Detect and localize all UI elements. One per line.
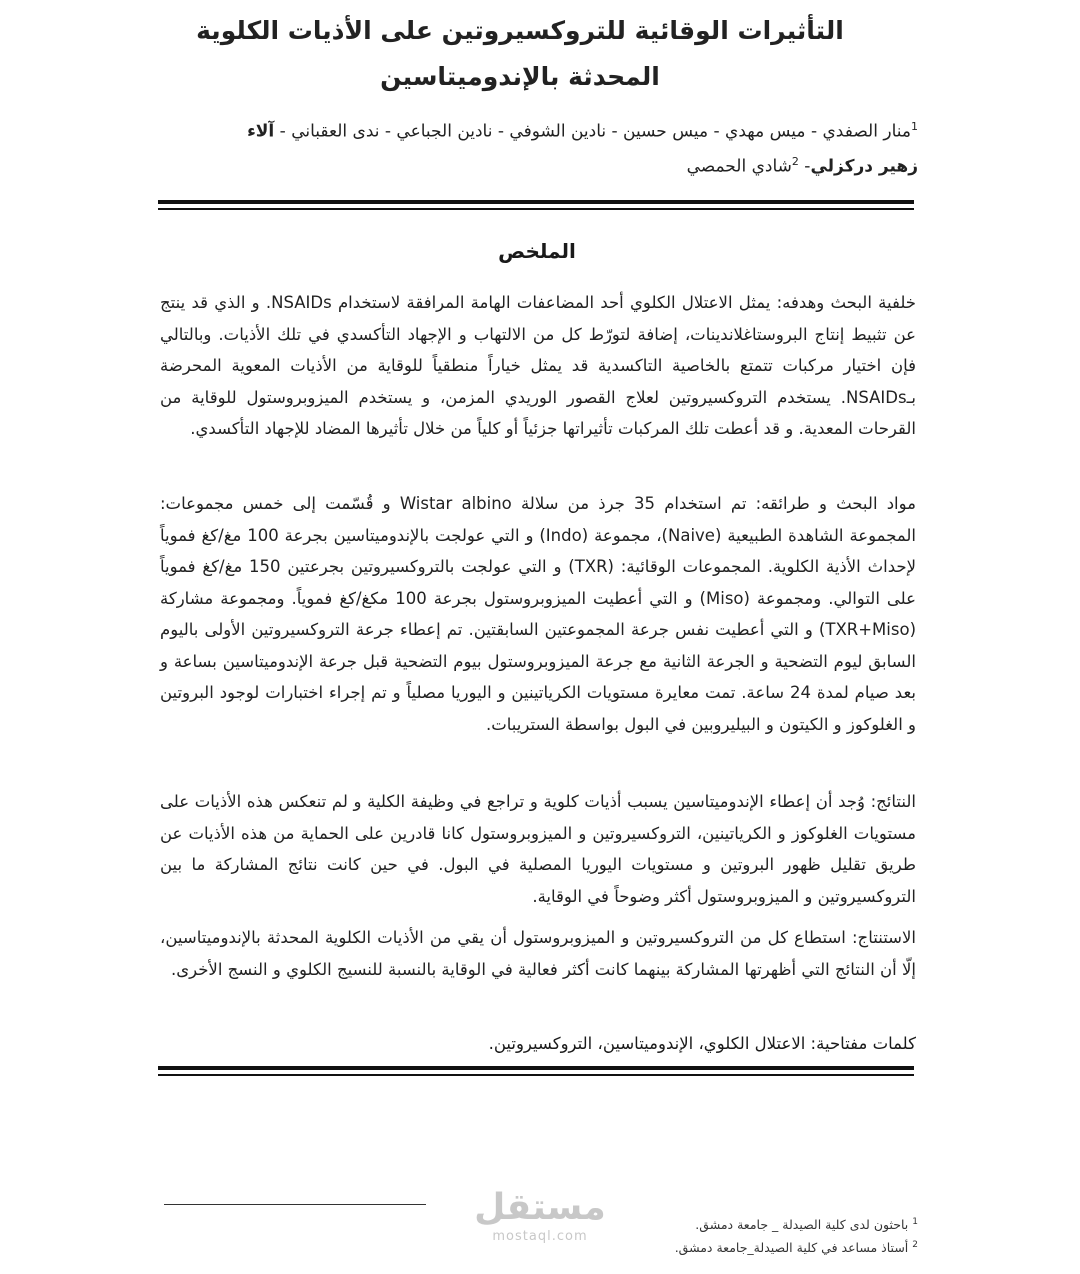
- footnote-item: [470, 1235, 918, 1258]
- watermark-latin: mostaql.com: [492, 1229, 588, 1244]
- footnotes: [470, 1212, 918, 1258]
- footnote-separator: [164, 1204, 426, 1205]
- footnote-text: باحثون لدى كلية الصيدلة _ جامعة دمشق.: [695, 1217, 909, 1233]
- footnote-mark: 1: [912, 1217, 918, 1227]
- affiliation-mark-2: 2: [791, 154, 799, 168]
- abstract-results-paragraph: النتائج: وُجد أن إعطاء الإندوميتاسين يسبب أذيات كلوية و تراجع في وظيفة الكلية و لم تنعكس هذه الأذيات على مستويات الغلوكوز و الكرياتينين، التروكسيروتين و الميزوبروستول كانا قادرين على الحماية من هذه الأذيات عن طريق تقليل ظهور البروتين و مستويات اليوريا المصلية في البول. في حين كانت نتائج المشاركة ما بين التروكسيروتين و الميزوبروستول أكثر وضوحاً في الوقاية.: [160, 792, 916, 906]
- watermark-arabic: مستقل: [474, 1187, 606, 1228]
- author-name-last: شادي الحمصي: [686, 156, 792, 177]
- author-name-bold-first: آلاء: [247, 121, 275, 142]
- abstract-heading: الملخص: [498, 239, 576, 263]
- keywords: كلمات مفتاحية: الاعتلال الكلوي، الإندوميتاسين، التروكسيروتين.: [488, 1034, 916, 1053]
- author-separator: -: [798, 156, 811, 177]
- footnote-text: أستاذ مساعد في كلية الصيدلة_جامعة دمشق.: [674, 1240, 909, 1256]
- author-names: منار الصفدي - ميس مهدي - ميس حسين - نادين الشوفي - نادين الجباعي - ندى العقباني -: [274, 121, 911, 142]
- affiliation-mark-1: 1: [911, 120, 918, 133]
- abstract-methods-paragraph: مواد البحث و طرائقه: تم استخدام 35 جرذ من سلالة Wistar albino و قُسّمت إلى خمس مجموعات: المجموعة الشاهدة الطبيعية (Naive)، مجموعة (Indo) و التي عولجت بالإندوميتاسين بجرعة 100 مغ/كغ فموياً لإحداث الأذية الكلوية. المجموعات الوقائية: (TXR) و التي عولجت بالتروكسيروتين بجرعتين 150 مغ/كغ فموياً على التوالي. ومجموعة (Miso) و التي أعطيت الميزوبروستول بجرعة 100 مكغ/كغ فموياً. ومجموعة مشاركة (TXR+Miso) و التي أعطيت نفس جرعة المجموعتين السابقتين. تم إعطاء جرعة التروكسيروتين الأولى باليوم السابق ليوم التضحية و الجرعة الثانية مع جرعة الميزوبروستول بيوم التضحية قبل جرعة الإندوميتاسين بساعة و بعد صيام لمدة 24 ساعة. تمت معايرة مستويات الكرياتينين و اليوريا مصلياً و تم إجراء اختبارات لوجود البروتين و الغلوكوز و الكيتون و البيليروبين في البول بواسطة الستريبات.: [160, 494, 917, 734]
- author-list: [150, 112, 918, 181]
- author-name-bold-second: زهير دركزلي: [810, 156, 918, 177]
- abstract-conclusion-paragraph: الاستنتاج: استطاع كل من التروكسيروتين و الميزوبروستول أن يقي من الأذيات الكلوية المحدثة بالإندوميتاسين، إلّا أن النتائج التي أظهرتها المشاركة بينهما كانت أكثر فعالية في الوقاية بالنسبة للنسيج الكلوي و النسج الأخرى.: [160, 928, 916, 979]
- abstract-background-paragraph: خلفية البحث وهدفه: يمثل الاعتلال الكلوي أحد المضاعفات الهامة المرافقة لاستخدام NSAIDs. و الذي قد ينتج عن تثبيط إنتاج البروستاغلاندينات، إضافة لتورّط كل من الالتهاب و الإجهاد التأكسدي في تلك الأذيات. وبالتالي فإن اختيار مركبات تتمتع بالخاصية التاكسدية قد يمثل خياراً منطقياً للوقاية من الأذيات المعوية المحرضة بـNSAIDs. يستخدم التروكسيروتين لعلاج القصور الوريدي المزمن، و يستخدم الميزوبروستول للوقاية من القرحات المعدية. و قد أعطت تلك المركبات تأثيراتها جزئياً أو كلياً من خلال تأثيرها المضاد للإجهاد التأكسدي.: [160, 293, 916, 438]
- footnote-mark: 2: [912, 1240, 918, 1251]
- paper-title: التأثيرات الوقائية للتروكسيروتين على الأذيات الكلوية المحدثة بالإندوميتاسين: [196, 16, 844, 91]
- footnote-item: [470, 1212, 918, 1235]
- footer-divider: [158, 1066, 914, 1076]
- header-divider: [158, 200, 914, 210]
